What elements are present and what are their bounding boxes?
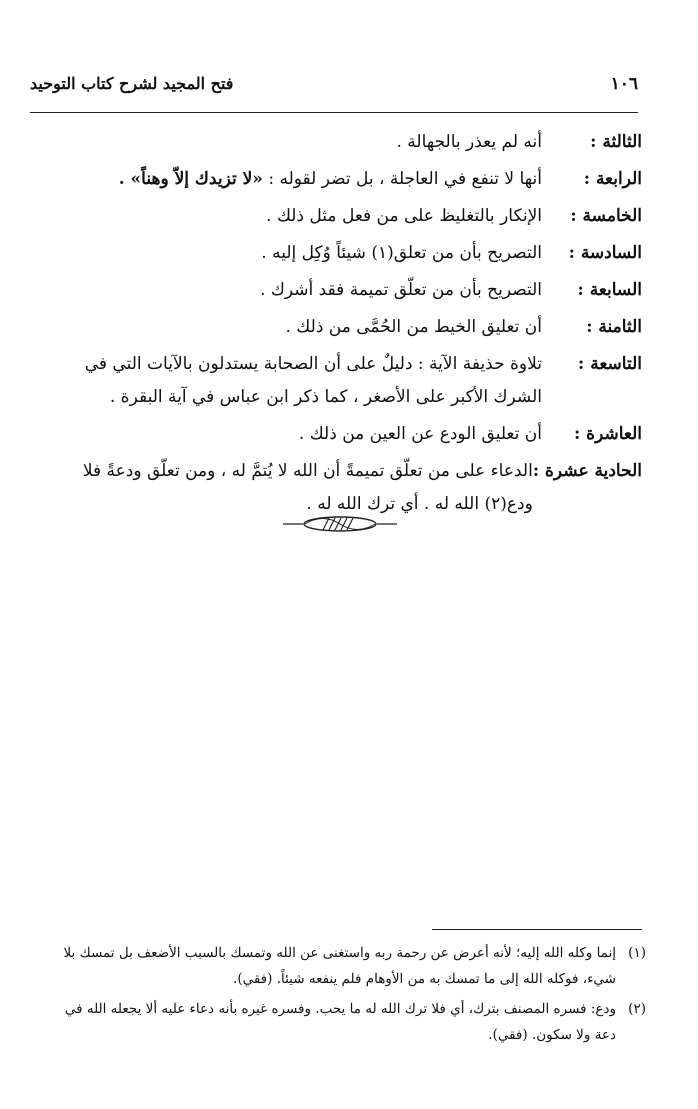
entry-text bbox=[40, 163, 542, 196]
entry-text: أنه لم يعذر بالجهالة . bbox=[396, 132, 542, 152]
entry-label: الثالثة : bbox=[590, 132, 642, 152]
footnote bbox=[44, 996, 646, 1048]
hadith-quote: «لا تزيدك إلاّ وهناً» . bbox=[118, 169, 263, 189]
footnote-number: (١) bbox=[628, 945, 646, 961]
list-item bbox=[40, 237, 642, 270]
entry-text: الدعاء على من تعلّق تميمةً أن الله لا يُتمَّ له ، ومن تعلّق ودعةً فلا ودع(٢) الله له . أي ترك الله له . bbox=[82, 461, 533, 514]
footnote-rule bbox=[432, 929, 642, 930]
header-rule bbox=[30, 112, 638, 113]
entry-label: السادسة : bbox=[568, 243, 642, 263]
footnote bbox=[44, 940, 646, 992]
footnote-text: إنما وكله الله إليه؛ لأنه أعرض عن رحمة ربه واستغنى عن الله وتمسك بالسبب الأضعف بل تمسك بلا شيء، فوكله الله إلى ما تمسك به من الأوهام فلم ينفعه شيئاً. (فقي). bbox=[63, 945, 616, 987]
list-item bbox=[40, 311, 642, 344]
ornament-divider bbox=[283, 509, 397, 539]
list-item bbox=[40, 418, 642, 451]
list-item bbox=[40, 200, 642, 233]
entry-label: الخامسة : bbox=[570, 206, 642, 226]
list-item bbox=[40, 126, 642, 159]
entry-text: الإنكار بالتغليظ على من فعل مثل ذلك . bbox=[266, 206, 542, 226]
footnote-text: ودع: فسره المصنف بترك، أي فلا ترك الله له ما يحب. وفسره غيره بأنه دعاء عليه ألا يجعله الله في دعة ولا سكون. (فقي). bbox=[64, 1001, 616, 1043]
running-header bbox=[30, 72, 638, 108]
entry-text: تلاوة حذيفة الآية : دليلٌ على أن الصحابة يستدلون بالآيات التي في الشرك الأكبر على الأصغر ، كما ذكر ابن عباس في آية البقرة . bbox=[84, 354, 542, 407]
footnotes bbox=[44, 940, 646, 1052]
footnote-number: (٢) bbox=[628, 1001, 646, 1017]
list-item bbox=[40, 274, 642, 307]
entry-text: أن تعليق الودع عن العين من ذلك . bbox=[298, 424, 542, 444]
entry-label: الرابعة : bbox=[583, 169, 642, 189]
entry-text: التصريح بأن من تعلق(١) شيئاً وُكِل إليه . bbox=[261, 243, 542, 263]
entry-text-main: أنها لا تنفع في العاجلة ، بل تضر لقوله : bbox=[268, 169, 542, 189]
page-number: ١٠٦ bbox=[610, 74, 638, 94]
list-item bbox=[40, 348, 642, 414]
entry-label: الثامنة : bbox=[586, 317, 642, 337]
entries-list bbox=[40, 126, 642, 525]
entry-label: الحادية عشرة : bbox=[532, 461, 642, 481]
entry-label: العاشرة : bbox=[573, 424, 642, 444]
list-item bbox=[40, 163, 642, 196]
entry-label: التاسعة : bbox=[578, 354, 642, 374]
entry-text: أن تعليق الخيط من الحُمَّى من ذلك . bbox=[285, 317, 542, 337]
book-title: فتح المجيد لشرح كتاب التوحيد bbox=[30, 74, 234, 93]
entry-label: السابعة : bbox=[577, 280, 642, 300]
entry-text: التصريح بأن من تعلّق تميمة فقد أشرك . bbox=[260, 280, 542, 300]
